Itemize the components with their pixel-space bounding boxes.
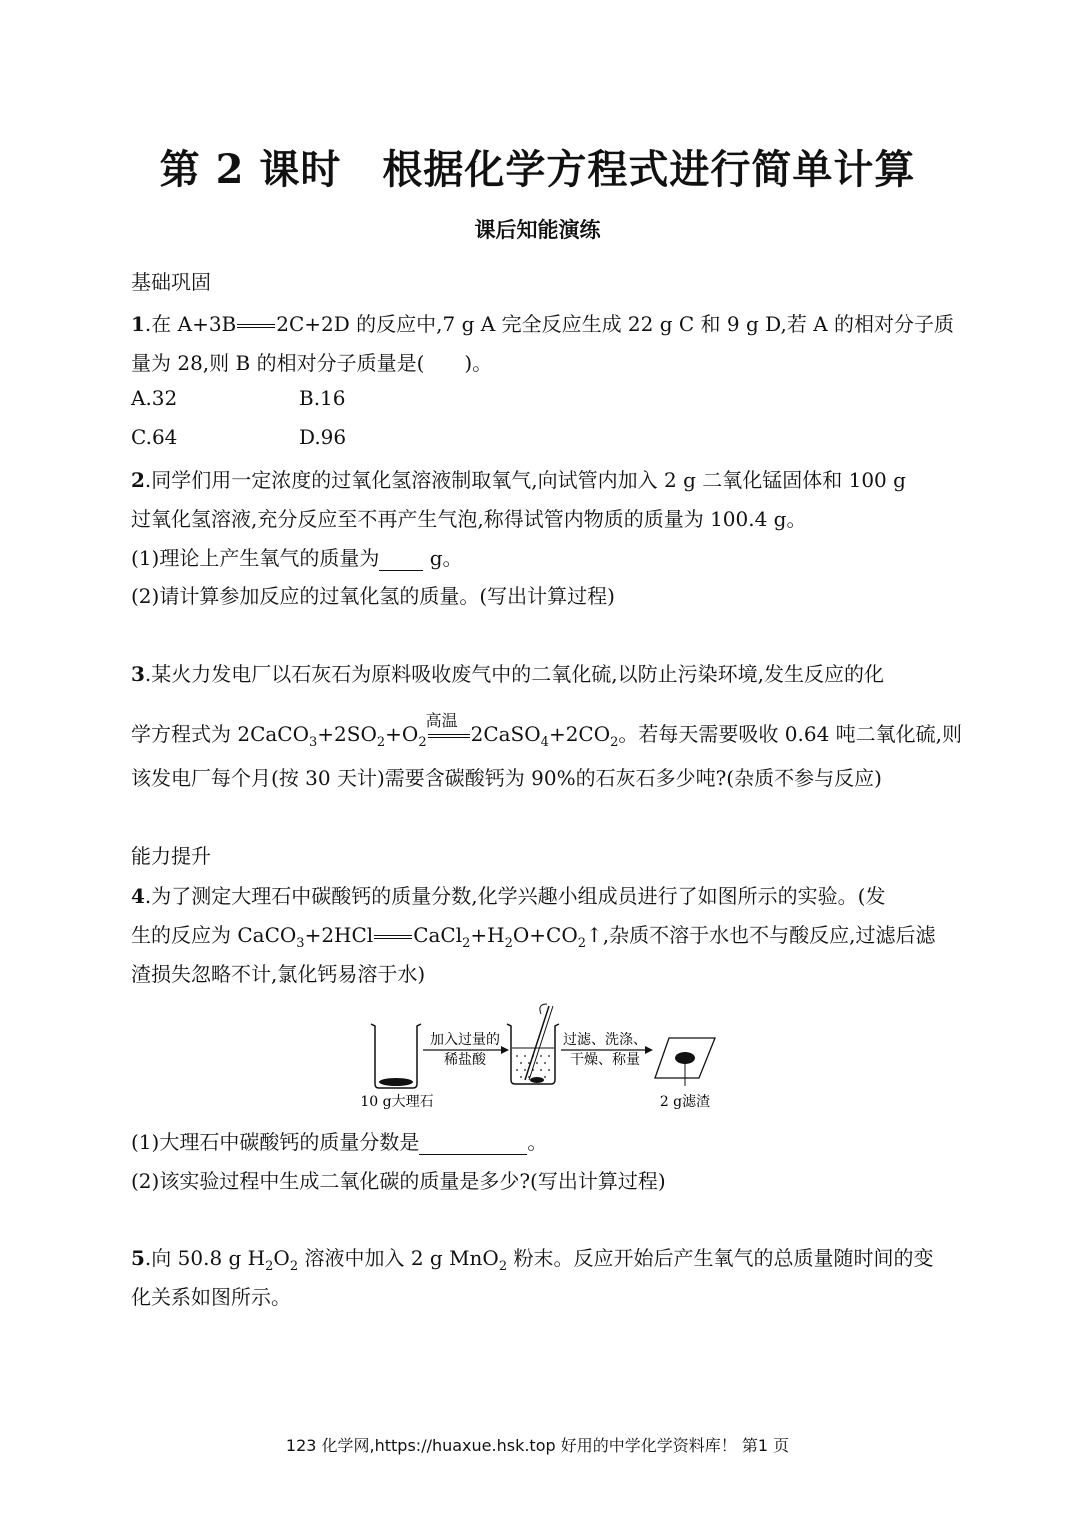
- page-footer: 123 化学网,https://huaxue.hsk.top 好用的中学化学资料库！ 第1 页: [285, 1436, 790, 1455]
- q1-option-b: B.16: [299, 386, 346, 410]
- page-subtitle: 课后知能演练: [474, 218, 601, 242]
- q2-sub2: (2)请计算参加反应的过氧化氢的质量。(写出计算过程): [131, 584, 615, 608]
- q3-eq-b: +2SO: [317, 722, 377, 746]
- sub: 2: [265, 1259, 274, 1274]
- sub: 2: [498, 1259, 508, 1274]
- q2-line2: 过氧化氢溶液,充分反应至不再产生气泡,称得试管内物质的质量为 100.4 g。: [131, 507, 807, 531]
- q1-line2: 量为 28,则 B 的相对分子质量是( )。: [131, 351, 493, 375]
- q4-eq-f: ↑,杂质不溶于水也不与酸反应,过滤后滤: [586, 923, 936, 947]
- arrow2-label-top: 过滤、洗涤、: [563, 1032, 647, 1048]
- beaker-marble-icon: [371, 1024, 421, 1088]
- q4-line2: [131, 919, 936, 951]
- q3-eq-c: +O: [385, 722, 419, 746]
- q3-number: 3: [131, 662, 145, 686]
- q4-eq-e: O+CO: [512, 923, 578, 947]
- equals-with-condition: [425, 710, 470, 738]
- sub: 3: [296, 936, 305, 951]
- q2-text: .同学们用一定浓度的过氧化氢溶液制取氧气,向试管内加入 2 g 二氧化锰固体和 100 g: [144, 468, 906, 492]
- q4-eq-c: CaCl: [413, 923, 463, 947]
- q1-text-a: .在 A+3B: [144, 312, 237, 336]
- q3-eq-d: 2CaSO: [470, 722, 541, 746]
- q4-line3: 渣损失忽略不计,氯化钙易溶于水): [131, 962, 426, 986]
- sub: 2: [289, 1259, 299, 1274]
- q2-sub1: [131, 542, 463, 571]
- q5-text-c: 溶液中加入 2 g MnO: [298, 1246, 499, 1270]
- equals-sign: [374, 935, 412, 939]
- q5-text-d: 粉末。反应开始后产生氧气的总质量随时间的变: [507, 1246, 934, 1270]
- q5-text-a: .向 50.8 g H: [144, 1246, 266, 1270]
- reaction-condition: 高温: [425, 710, 458, 730]
- q5-line2: 化关系如图所示。: [131, 1285, 291, 1309]
- q3-eq-f: 。若每天需要吸收 0.64 吨二氧化硫,则: [618, 722, 963, 746]
- arrow1-label-top: 加入过量的: [430, 1032, 500, 1048]
- sub: 2: [504, 936, 513, 951]
- q3-line1: [131, 658, 884, 687]
- q5-number: 5: [131, 1246, 145, 1270]
- section-advanced: 能力提升: [131, 844, 211, 868]
- q2-line1: [131, 464, 906, 493]
- q3-eq-e: +2CO: [548, 722, 611, 746]
- experiment-diagram: [355, 1000, 725, 1115]
- q4-number: 4: [131, 884, 145, 908]
- q3-eq-a: 学方程式为 2CaCO: [131, 722, 310, 746]
- filter-paper-icon: [655, 1038, 715, 1086]
- sub: 2: [418, 735, 427, 750]
- equals-sign: [237, 324, 275, 328]
- sub: 2: [462, 936, 471, 951]
- q4-eq-b: +2HCl: [304, 923, 374, 947]
- q1-option-d: D.96: [299, 425, 347, 449]
- q4-eq-d: +H: [470, 923, 505, 947]
- section-basic: 基础巩固: [131, 270, 211, 294]
- q4-sub2: (2)该实验过程中生成二氧化碳的质量是多少?(写出计算过程): [131, 1169, 666, 1193]
- q2-sub1-text: (1)理论上产生氧气的质量为: [131, 546, 380, 570]
- experiment-figure: [355, 1000, 725, 1115]
- q4-line1: [131, 880, 885, 909]
- sub: 4: [540, 735, 549, 750]
- q2-sub1-unit: g。: [423, 546, 463, 570]
- q4-text: .为了测定大理石中碳酸钙的质量分数,化学兴趣小组成员进行了如图所示的实验。(发: [144, 884, 886, 908]
- residue-label: 2 g滤渣: [659, 1094, 711, 1110]
- sub: 2: [376, 735, 386, 750]
- marble-label: 10 g大理石: [360, 1094, 434, 1110]
- q4-sub1: [131, 1126, 547, 1155]
- sub: 2: [577, 936, 587, 951]
- q1-line1: [131, 308, 954, 337]
- q3-line2: [131, 710, 963, 750]
- q2-number: 2: [131, 468, 145, 492]
- sub: 3: [309, 735, 318, 750]
- beaker-reaction-icon: [507, 1004, 559, 1084]
- answer-blank: [379, 546, 423, 571]
- arrow2-label-bottom: 干燥、称量: [570, 1052, 640, 1068]
- q1-number: 1: [131, 312, 145, 336]
- q5-line1: [131, 1242, 933, 1274]
- q5-text-b: O: [273, 1246, 290, 1270]
- q1-option-a: A.32: [131, 386, 178, 410]
- q3-text: .某火力发电厂以石灰石为原料吸收废气中的二氧化硫,以防止污染环境,发生反应的化: [144, 662, 884, 686]
- arrow1-label-bottom: 稀盐酸: [444, 1052, 486, 1068]
- q1-text-b: 2C+2D 的反应中,7 g A 完全反应生成 22 g C 和 9 g D,若 A 的相对分子质: [276, 312, 954, 336]
- answer-blank: [419, 1130, 527, 1155]
- q4-eq-a: 生的反应为 CaCO: [131, 923, 297, 947]
- q1-option-c: C.64: [131, 425, 178, 449]
- q4-sub1-text: (1)大理石中碳酸钙的质量分数是: [131, 1130, 420, 1154]
- q3-line3: 该发电厂每个月(按 30 天计)需要含碳酸钙为 90%的石灰石多少吨?(杂质不参与反应): [131, 766, 882, 790]
- page-title: 第 2 课时 根据化学方程式进行简单计算: [159, 146, 916, 193]
- q4-sub1-end: 。: [527, 1130, 548, 1154]
- sub: 2: [610, 735, 619, 750]
